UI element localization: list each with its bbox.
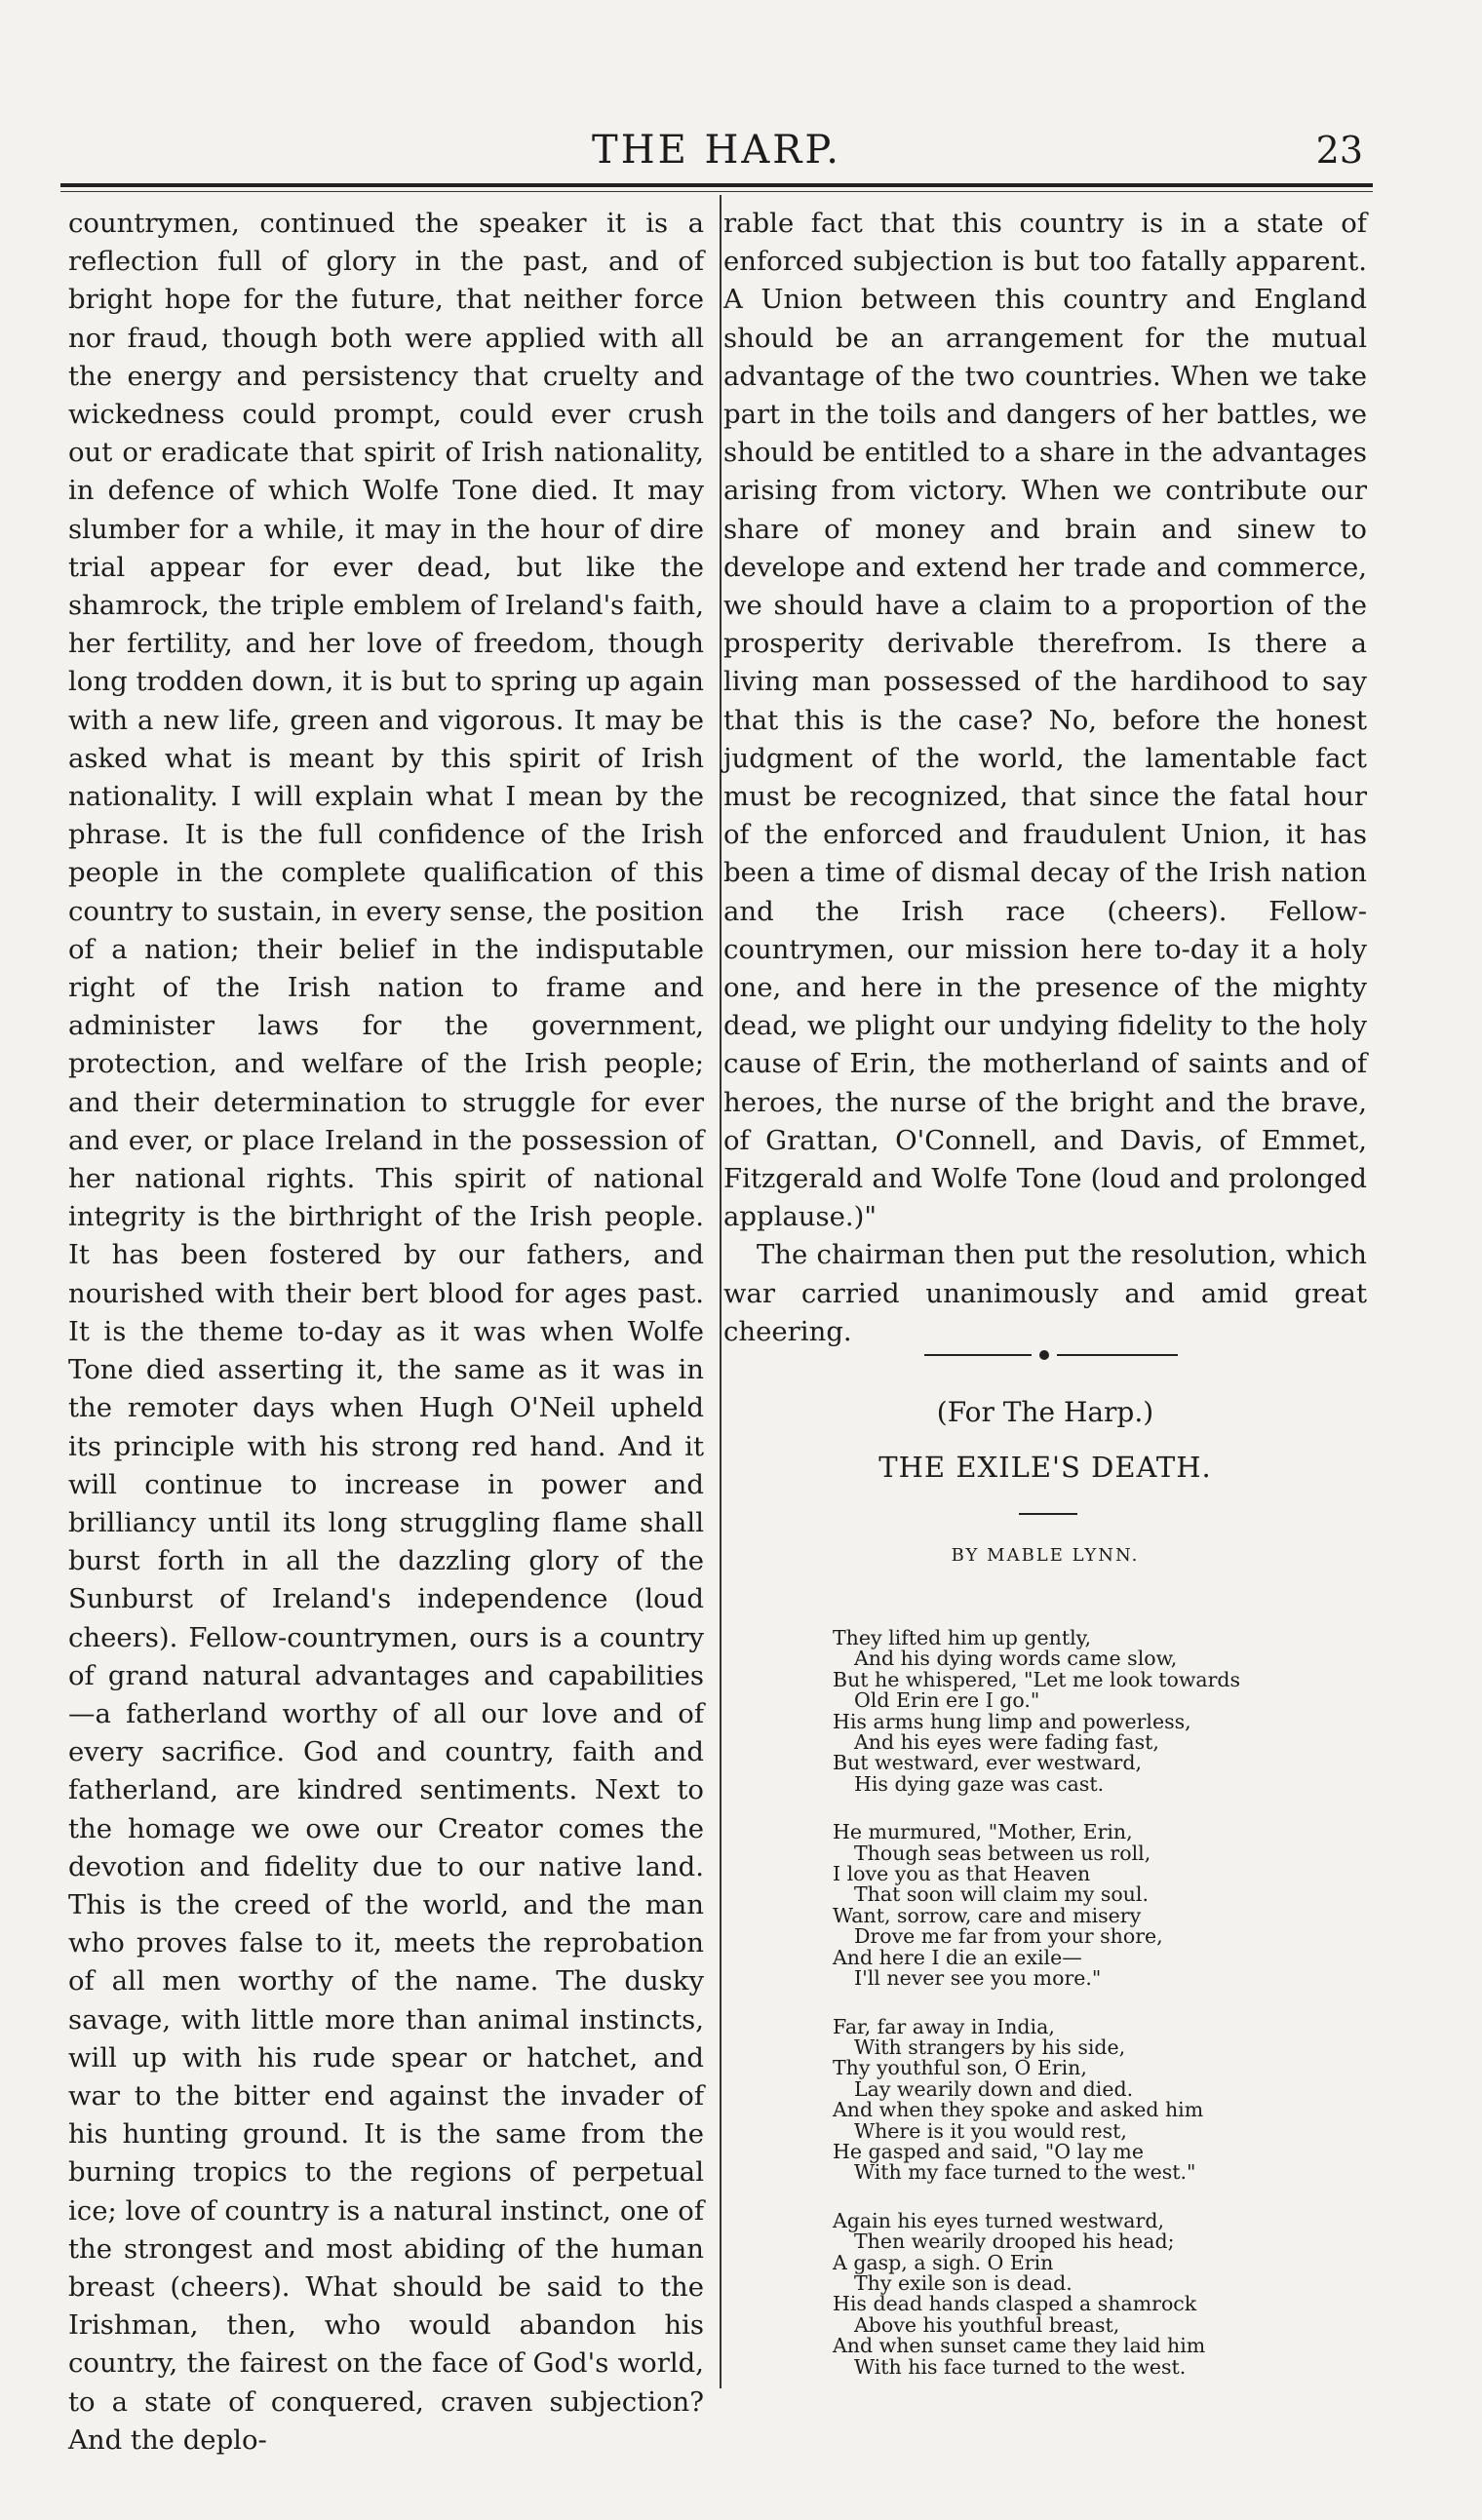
poem-title-rule xyxy=(1019,1513,1077,1515)
poem-line: Where is it you would rest, xyxy=(854,2118,1127,2143)
poem-line: Want, sorrow, care and misery xyxy=(833,1903,1142,1927)
section-ornament xyxy=(924,1349,1178,1361)
poem-line: Old Erin ere I go." xyxy=(854,1688,1040,1713)
column-divider xyxy=(720,195,722,2388)
header-rule-thin xyxy=(60,191,1373,192)
poem-line: With my face turned to the west." xyxy=(854,2160,1196,2185)
ornament-line-left xyxy=(924,1354,1032,1356)
poem-title: THE EXILE'S DEATH. xyxy=(878,1451,1212,1484)
poem-line: I'll never see you more." xyxy=(854,1966,1102,1991)
poem-line: And when they spoke and asked him xyxy=(833,2098,1204,2122)
page-header xyxy=(60,125,1373,175)
poem-line: And when sunset came they laid him xyxy=(833,2334,1206,2358)
poem-line: Again his eyes turned westward, xyxy=(833,2208,1164,2232)
poem-line: With strangers by his side, xyxy=(854,2035,1126,2059)
poem-line: A gasp, a sigh. O Erin xyxy=(833,2250,1054,2274)
poem-line: Then wearily drooped his head; xyxy=(854,2229,1175,2254)
poem-line: Above his youthful breast, xyxy=(854,2312,1120,2337)
header-rule-thick xyxy=(60,183,1373,187)
poem-line: But westward, ever westward, xyxy=(833,1751,1142,1775)
poem-credit: (For The Harp.) xyxy=(936,1396,1154,1428)
right-paragraph-2: The chairman then put the resolution, which war carried unanimously and amid great cheering. xyxy=(723,1239,1367,1347)
poem-stanza xyxy=(833,2208,1379,2379)
poem-line: Thy exile son is dead. xyxy=(854,2270,1072,2295)
poem-stanza xyxy=(833,2014,1379,2185)
poem-line: And his eyes were fading fast, xyxy=(854,1730,1159,1755)
poem-body xyxy=(833,1628,1379,2405)
left-paragraph-1: countrymen, continued the speaker it is a reflection full of glory in the past, and of bright hope for the future, that neither force nor fraud, though both were applied with all the energy and persistency that cruelty and wickedness could prompt, could ever crush out or eradicate that spirit of Irish nationality, in defence of which Wolfe Tone died. It may slumber for a while, it may in the hour of dire trial appear for ever dead, but like the shamrock, the triple emblem of Ireland's faith, her fertility, and her love of freedom, though long trodden down, it is but to spring up again with a new life, green and vigorous. It may be asked what is meant by this spirit of Irish nationality. I will explain what I mean by the phrase. It is the full confidence of the Irish people in the complete qualification of this country to sustain, in every sense, the position of a nation; their belief in the indisputable right of the Irish nation to frame and administer laws for the government, protection, and welfare of the Irish people; and their determination to struggle for ever and ever, or place Ireland in the possession of her national rights. This spirit of national integrity is the birthright of the Irish people. It has been fostered by our fathers, and nourished with their bert blood for ages past. It is the theme to-day as it was when Wolfe Tone died asserting it, the same as it was in the remoter days when Hugh O'Neil upheld its principle with his strong red hand. And it will continue to increase in power and brilliancy until its long struggling flame shall burst forth in all the dazzling glory of the Sunburst of Ireland's independence (loud cheers). Fellow-countrymen, ours is a country of grand natural advantages and capabilities—a fatherland worthy of all our love and of every sacrifice. God and country, faith and fatherland, are kindred sentiments. Next to the homage we owe our Creator comes the devotion and fidelity due to our native land. This is the creed of the world, and the man who proves false to it, meets the reprobation of all men worthy of the name. The dusky savage, with little more than animal instincts, will up with his rude spear or hatchet, and war to the bitter end against the invader of his hunting ground. It is the same from the burning tropics to the regions of perpetual ice; love of country is a natural instinct, one of the strongest and most abiding of the human breast (cheers). What should be said to the Irishman, then, who would abandon his country, the fairest on the face of God's world, to a state of conquered, craven subjection? And the deplo- xyxy=(68,208,704,2456)
left-column xyxy=(68,205,704,2460)
poem-line: Far, far away in India, xyxy=(833,2014,1055,2038)
poem-stanza xyxy=(833,1822,1379,1989)
poem-line: He gasped and said, "O lay me xyxy=(833,2139,1145,2163)
poem-line: But he whispered, "Let me look towards xyxy=(833,1667,1241,1691)
poem-byline: BY MABLE LYNN. xyxy=(951,1545,1140,1566)
poem-line: And his dying words came slow, xyxy=(854,1647,1178,1671)
poem-line: His dying gaze was cast. xyxy=(854,1771,1105,1796)
poem-line: Lay wearily down and died. xyxy=(854,2076,1134,2101)
page-number: 23 xyxy=(1315,129,1363,172)
poem-line: They lifted him up gently, xyxy=(833,1626,1091,1649)
poem-line: I love you as that Heaven xyxy=(833,1862,1091,1886)
poem-line: His arms hung limp and powerless, xyxy=(833,1709,1191,1733)
poem-line: His dead hands clasped a shamrock xyxy=(833,2292,1197,2316)
poem-line: And here I die an exile— xyxy=(833,1945,1082,1969)
right-column xyxy=(723,205,1367,1351)
right-paragraph-1: rable fact that this country is in a state of enforced subjection is but too fatally apparent. A Union between this country and England should be an arrangement for the mutual advantage of the two countries. When we take part in the toils and dangers of her battles, we should be entitled to a share in the advantages arising from victory. When we contribute our share of money and brain and sinew to develope and extend her trade and commerce, we should have a claim to a proportion of the prosperity derivable therefrom. Is there a living man possessed of the hardihood to say that this is the case? No, before the honest judgment of the world, the lamentable fact must be recognized, that since the fatal hour of the enforced and fraudulent Union, it has been a time of dismal decay of the Irish nation and the Irish race (cheers). Fellow-countrymen, our mission here to-day it a holy one, and here in the presence of the mighty dead, we plight our undying fidelity to the holy cause of Erin, the motherland of saints and of heroes, the nurse of the bright and the brave, of Grattan, O'Connell, and Davis, of Emmet, Fitzgerald and Wolfe Tone (loud and prolonged applause.)" xyxy=(723,208,1367,1233)
poem-line: Thy youthful son, O Erin, xyxy=(833,2056,1087,2080)
poem-line: Drove me far from your shore, xyxy=(854,1924,1163,1949)
poem-line: Though seas between us roll, xyxy=(854,1841,1151,1865)
poem-stanza xyxy=(833,1628,1379,1795)
poem-line: He murmured, "Mother, Erin, xyxy=(833,1820,1133,1844)
ornament-dot xyxy=(1039,1350,1049,1360)
poem-line: With his face turned to the west. xyxy=(854,2354,1187,2379)
running-title: THE HARP. xyxy=(592,128,841,173)
poem-line: That soon will claim my soul. xyxy=(854,1882,1149,1907)
ornament-line-right xyxy=(1057,1354,1178,1356)
